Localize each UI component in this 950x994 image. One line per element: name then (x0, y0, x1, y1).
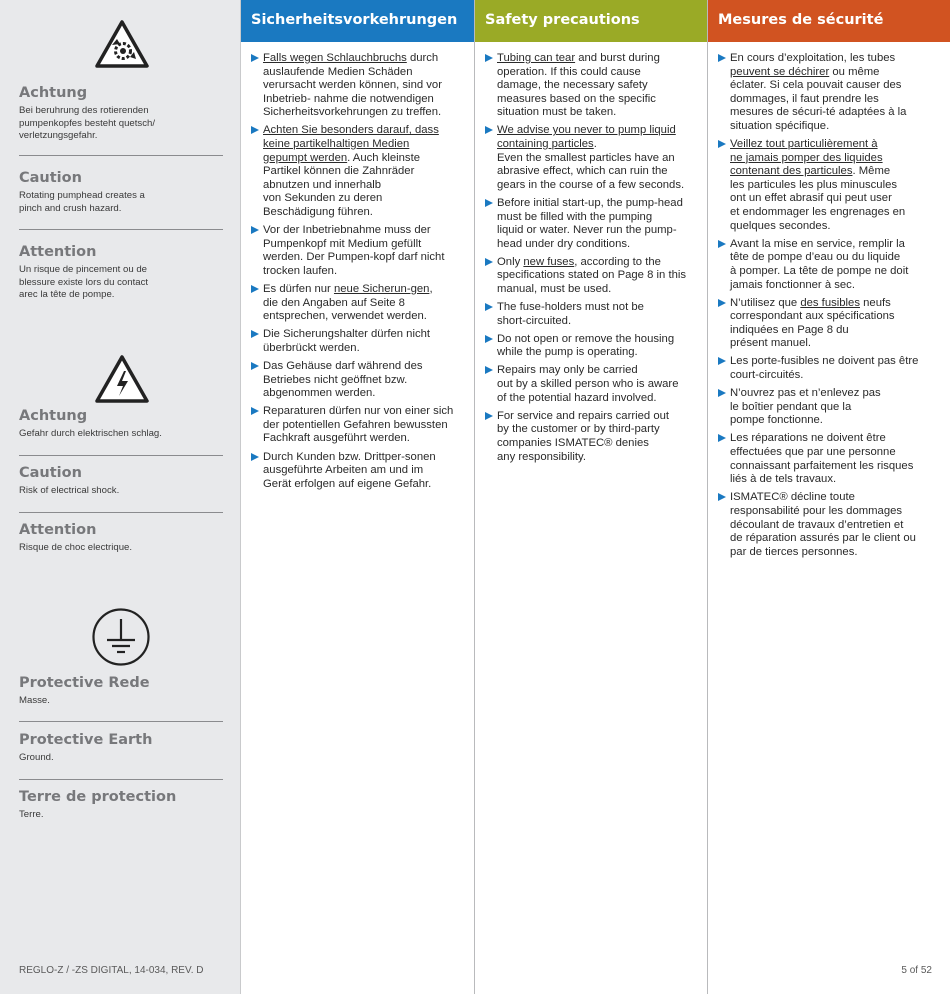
earth-title: Protective Rede (19, 675, 150, 691)
item-text: N’utilisez que (730, 296, 801, 309)
item-text: Partikel können die Zahnräder (263, 165, 415, 178)
precaution-item (718, 238, 942, 292)
divider (19, 512, 223, 513)
precaution-item (485, 124, 699, 192)
precaution-list (241, 42, 474, 491)
emphasis-text: des fusibles (800, 296, 860, 309)
column-title: Safety precautions (475, 0, 707, 42)
item-text: Before initial start-up, the pump-head (497, 196, 683, 209)
item-text: connaissant parfaitement les risques (730, 459, 914, 472)
item-text: Sicherheitsvorkehrungen zu treffen. (263, 106, 442, 119)
hazard-title: Caution (19, 465, 82, 481)
hazard-group-caution-2 (19, 465, 223, 498)
emphasis-text: ne jamais pomper des liquides (730, 151, 883, 164)
item-text: court-circuités. (730, 369, 804, 382)
hazard-title: Caution (19, 170, 82, 186)
divider (19, 455, 223, 456)
precaution-item (251, 360, 466, 401)
item-text: of the potential hazard involved. (497, 391, 657, 404)
item-text: neufs (859, 296, 891, 309)
emphasis-text: contenant des particules (730, 165, 853, 178)
item-text: Only (497, 255, 524, 268)
item-text: tête de pompe d’eau ou du liquide (730, 251, 901, 264)
item-text: Pumpenkopf mit Medium gefüllt (263, 237, 422, 250)
precaution-item (251, 52, 466, 120)
emphasis-text: We advise you never to pump liquid (497, 124, 676, 137)
precaution-item (251, 124, 466, 219)
hazard-text: Bei beruhrung des rotierenden pumpenkopfes besteht quetsch/ verletzungsgefahr. (19, 105, 156, 141)
item-text: head under dry conditions. (497, 237, 631, 250)
hazard-title: Attention (19, 522, 97, 538)
hazard-text: Un risque de pincement ou de blessure existe lors du contact arec la tête de pompe. (19, 264, 149, 300)
column-german (241, 0, 475, 994)
item-text: Beschädigung führen. (263, 206, 373, 219)
item-text: à pomper. La tête de pompe ne doit (730, 264, 909, 277)
item-text: companies ISMATEC® denies (497, 436, 649, 449)
item-text: Les porte-fusibles ne doivent pas être (730, 355, 919, 368)
column-title: Sicherheitsvorkehrungen (241, 0, 474, 42)
earth-group-rede (19, 675, 223, 708)
item-text: by the customer or by third-party (497, 423, 660, 436)
item-text: présent manuel. (730, 337, 812, 350)
precaution-item (718, 138, 942, 233)
item-text: , (429, 283, 433, 295)
hazard-text: Gefahr durch elektrischen schlag. (19, 428, 162, 439)
hazard-title: Achtung (19, 408, 88, 424)
item-text: et endommager les engrenages en (730, 206, 906, 219)
earth-text: Masse. (19, 695, 50, 706)
item-text: Avant la mise en service, remplir la (730, 237, 905, 250)
item-text: manual, must be used. (497, 283, 612, 295)
precaution-item (485, 364, 699, 405)
precaution-item (485, 410, 699, 464)
electrical-hazard-icon (94, 354, 150, 404)
emphasis-text: gepumpt werden (263, 151, 348, 164)
item-text: Fachkraft ausgeführt werden. (263, 432, 410, 445)
item-text: les particules les plus minuscules (730, 178, 898, 191)
item-text: le boîtier pendant que la (730, 400, 852, 413)
item-text: abrasive effect, which can ruin the (497, 165, 668, 178)
item-text: die den Angaben auf Seite 8 (263, 296, 405, 309)
item-text: ISMATEC® décline toute (730, 491, 855, 504)
precaution-item (251, 224, 466, 278)
item-text: any responsibility. (497, 450, 586, 463)
hazard-title: Achtung (19, 85, 88, 101)
earth-text: Terre. (19, 809, 44, 820)
emphasis-text: neue Sicherun-gen (333, 283, 430, 295)
precaution-item (718, 355, 942, 382)
divider (19, 779, 223, 780)
item-text: short-circuited. (497, 314, 572, 327)
precaution-item (485, 301, 699, 328)
precaution-item (251, 451, 466, 492)
hazard-title: Attention (19, 244, 97, 260)
item-text: der potentiellen Gefahren bewussten (263, 418, 448, 431)
item-text: gears in the course of a few seconds. (497, 178, 685, 191)
earth-text: Ground. (19, 752, 54, 763)
column-title: Mesures de sécurité (708, 0, 950, 42)
item-text: werden. Der Pumpen-kopf darf nicht (263, 251, 445, 264)
item-text: abgenommen werden. (263, 387, 376, 400)
emphasis-text: Veillez tout particulièrement à (730, 138, 878, 151)
item-text: responsabilité pour les dommages (730, 504, 903, 517)
item-text: von Sekunden zu deren (263, 192, 383, 205)
item-text: liés à de tels travaux. (730, 473, 837, 486)
precaution-item (718, 297, 942, 351)
item-text: ont un effet abrasif qui peut user (730, 192, 892, 205)
emphasis-text: new fuses (523, 255, 575, 268)
item-text: Do not open or remove the housing (497, 332, 675, 345)
earth-title: Terre de protection (19, 789, 177, 805)
item-text: Repairs may only be carried (497, 364, 638, 377)
emphasis-text: keine partikelhaltigen Medien (263, 138, 410, 151)
hazard-group-attention-2 (19, 522, 223, 555)
item-text: . Auch kleinste (347, 151, 421, 164)
item-text: verursacht werden können, sind vor (263, 79, 442, 92)
item-text: The fuse-holders must not be (497, 301, 644, 314)
item-text: quelques secondes. (730, 219, 831, 232)
document-id: REGLO-Z / -ZS DIGITAL, 14-034, REV. D (19, 965, 204, 976)
divider (19, 229, 223, 230)
item-text: and burst during (575, 52, 660, 64)
item-text: liquid or water. Never run the pump- (497, 224, 677, 237)
column-english (475, 0, 708, 994)
hazard-group-achtung-2 (19, 408, 223, 441)
item-text: Es dürfen nur (263, 283, 334, 295)
precaution-item (485, 197, 699, 251)
item-text: durch (406, 52, 439, 64)
item-text: Durch Kunden bzw. Drittper-sonen (263, 450, 436, 463)
item-text: mesures de sécuri-té adaptées à la (730, 106, 907, 119)
earth-group-earth (19, 732, 223, 765)
item-text: correspondant aux spécifications (730, 310, 895, 323)
item-text: must be filled with the pumping (497, 210, 653, 223)
item-text: measures based on the specific (497, 92, 656, 105)
item-text: trocken laufen. (263, 264, 338, 277)
item-text: pompe fonctionne. (730, 414, 823, 427)
item-text: Inbetrieb- nahme die notwendigen (263, 92, 434, 105)
precaution-item (251, 405, 466, 446)
item-text: Betriebes nicht geöffnet bzw. (263, 373, 408, 386)
precaution-list (475, 42, 707, 464)
page-number: 5 of 52 (901, 965, 932, 976)
item-text: éclater. Si cela pouvait causer des (730, 79, 902, 92)
item-text: ou même (829, 65, 880, 78)
precaution-item (718, 432, 942, 486)
item-text: Gerät erfolgen auf eigene Gefahr. (263, 477, 432, 490)
item-text: Reparaturen dürfen nur von einer sich (263, 405, 454, 418)
hazard-text: Risque de choc electrique. (19, 542, 133, 553)
precaution-list (708, 42, 950, 559)
item-text: Vor der Inbetriebnahme muss der (263, 224, 431, 237)
item-text: dommages, il faut prendre les (730, 92, 879, 105)
earth-group-terre (19, 789, 223, 822)
precaution-item (485, 52, 699, 120)
precaution-item (718, 387, 942, 428)
item-text: überbrückt werden. (263, 341, 360, 354)
item-text: Die Sicherungshalter dürfen nicht (263, 328, 431, 341)
item-text: Even the smallest particles have an (497, 151, 675, 164)
item-text: operation. If this could cause (497, 65, 641, 78)
crush-hazard-icon (94, 19, 150, 69)
item-text: de réparation assurés par le client ou (730, 532, 916, 545)
item-text: out by a skilled person who is aware (497, 378, 679, 391)
item-text: effectuées que par une personne (730, 446, 896, 459)
item-text: En cours d’exploitation, les tubes (730, 52, 896, 64)
hazard-group-achtung-1 (19, 85, 223, 143)
precaution-item (718, 52, 942, 134)
item-text: N’ouvrez pas et n’enlevez pas (730, 387, 881, 400)
column-french (708, 0, 950, 994)
item-text: situation must be taken. (497, 106, 617, 119)
protective-earth-icon (91, 607, 151, 667)
item-text: auslaufende Medien Schäden (263, 65, 413, 78)
emphasis-text: Falls wegen Schlauchbruchs (263, 52, 407, 64)
precaution-item (718, 491, 942, 559)
item-text: ausgeführte Arbeiten am und im (263, 464, 424, 477)
item-text: Les réparations ne doivent être (730, 432, 886, 445)
divider (19, 721, 223, 722)
item-text: . (593, 138, 597, 151)
item-text: situation spécifique. (730, 119, 830, 132)
item-text: while the pump is operating. (497, 346, 638, 359)
emphasis-text: peuvent se déchirer (730, 65, 830, 78)
hazard-group-caution-1 (19, 170, 223, 215)
item-text: Das Gehäuse darf während des (263, 359, 423, 372)
sidebar (0, 0, 241, 994)
item-text: jamais fonctionner à sec. (730, 278, 855, 291)
hazard-group-attention-1 (19, 244, 223, 302)
precaution-item (251, 283, 466, 324)
item-text: specifications stated on Page 8 in this (497, 269, 687, 282)
emphasis-text: Tubing can tear (497, 52, 576, 64)
precaution-item (251, 328, 466, 355)
precaution-item (485, 333, 699, 360)
item-text: par de tierces personnes. (730, 545, 858, 558)
hazard-text: Rotating pumphead creates a pinch and crush hazard. (19, 190, 145, 214)
hazard-text: Risk of electrical shock. (19, 485, 120, 496)
emphasis-text: containing particles (497, 138, 594, 151)
emphasis-text: Achten Sie besonders darauf, dass (263, 124, 439, 137)
earth-title: Protective Earth (19, 732, 153, 748)
item-text: indiquées en Page 8 du (730, 323, 849, 336)
item-text: damage, the necessary safety (497, 79, 648, 92)
item-text: découlant de travaux d’entretien et (730, 518, 904, 531)
divider (19, 155, 223, 156)
item-text: abnutzen und innerhalb (263, 178, 382, 191)
item-text: For service and repairs carried out (497, 409, 670, 422)
precaution-item (485, 256, 699, 297)
item-text: entsprechen, verwendet werden. (263, 310, 427, 323)
item-text: , according to the (574, 255, 661, 268)
item-text: . Même (852, 165, 891, 178)
